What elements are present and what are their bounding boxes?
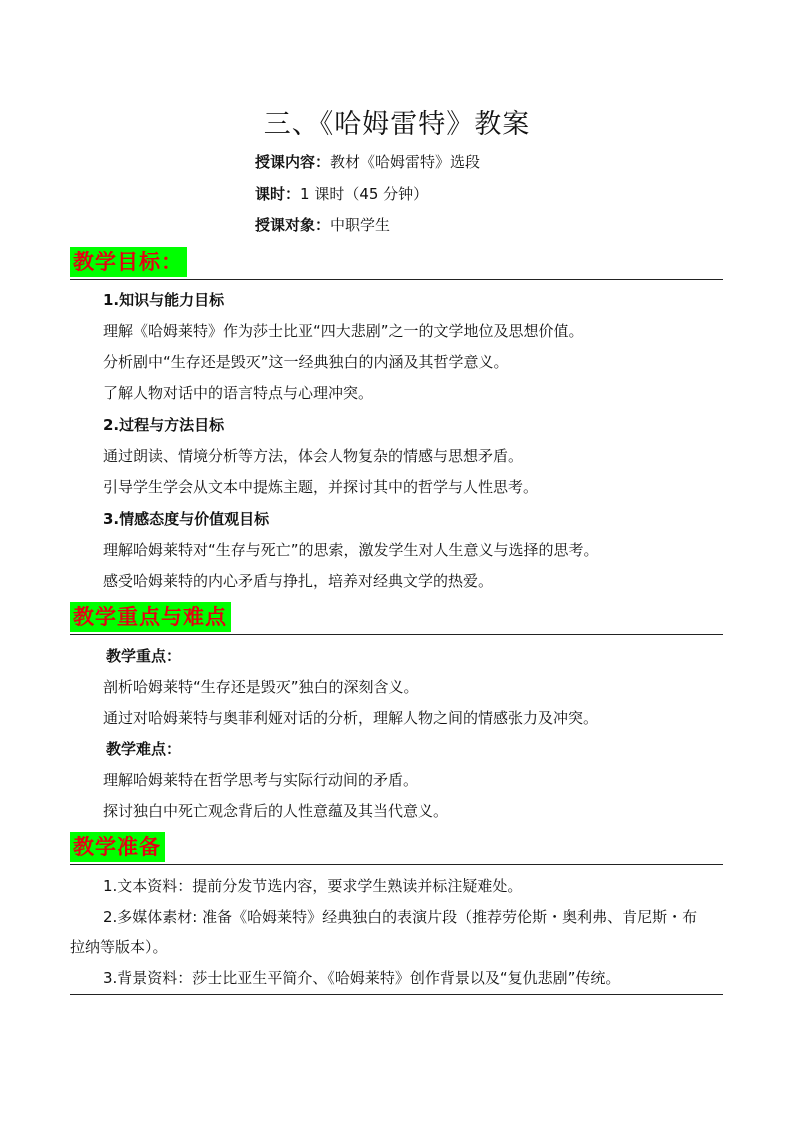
difficulty-item: 理解哈姆莱特在哲学思考与实际行动间的矛盾。 <box>103 771 419 789</box>
meta-target <box>255 215 390 235</box>
objectives-sub3-item: 理解哈姆莱特对“生存与死亡”的思索，激发学生对人生意义与选择的思考。 <box>103 541 599 559</box>
objectives-sub1-item: 分析剧中“生存还是毁灭”这一经典独白的内涵及其哲学意义。 <box>103 353 509 371</box>
prep-item-continuation: 拉纳等版本）。 <box>70 938 168 956</box>
meta-content <box>255 152 480 172</box>
focus-item: 剖析哈姆莱特“生存还是毁灭”独白的深刻含义。 <box>103 678 419 696</box>
objectives-sub3-item: 感受哈姆莱特的内心矛盾与挣扎，培养对经典文学的热爱。 <box>103 572 494 590</box>
meta-hours-label: 课时： <box>255 185 301 203</box>
section-prep-heading: 教学准备 <box>70 832 165 862</box>
focus-label: 教学重点： <box>106 647 182 665</box>
meta-content-value: 教材《哈姆雷特》选段 <box>330 153 481 171</box>
section-objectives-header <box>70 247 723 280</box>
prep-item: 1.文本资料：提前分发节选内容，要求学生熟读并标注疑难处。 <box>103 877 523 895</box>
objectives-sub1-item: 了解人物对话中的语言特点与心理冲突。 <box>103 384 374 402</box>
difficulty-label: 教学难点： <box>106 740 182 758</box>
objectives-sub1-item: 理解《哈姆莱特》作为莎士比亚“四大悲剧”之一的文学地位及思想价值。 <box>103 322 584 340</box>
meta-content-label: 授课内容： <box>255 153 331 171</box>
section-prep-header <box>70 832 723 865</box>
section-focus-heading: 教学重点与难点 <box>70 602 231 632</box>
difficulty-item: 探讨独白中死亡观念背后的人性意蕴及其当代意义。 <box>103 802 449 820</box>
prep-item: 3.背景资料：莎士比亚生平简介、《哈姆莱特》创作背景以及“复仇悲剧”传统。 <box>103 969 621 987</box>
focus-item: 通过对哈姆莱特与奥菲利娅对话的分析，理解人物之间的情感张力及冲突。 <box>103 709 599 727</box>
page-title: 三、《哈姆雷特》教案 <box>263 109 531 140</box>
objectives-sub1: 1.知识与能力目标 <box>103 291 225 309</box>
objectives-sub3: 3.情感态度与价值观目标 <box>103 510 270 528</box>
bottom-rule <box>70 994 723 995</box>
meta-target-value: 中职学生 <box>330 216 391 234</box>
meta-hours-value: 1 课时（45 分钟） <box>300 185 429 203</box>
objectives-sub2-item: 引导学生学会从文本中提炼主题，并探讨其中的哲学与人性思考。 <box>103 478 539 496</box>
objectives-sub2: 2.过程与方法目标 <box>103 416 225 434</box>
prep-item: 2.多媒体素材: 准备《哈姆莱特》经典独白的表演片段（推荐劳伦斯・奥利弗、肯尼斯・布 <box>103 908 698 926</box>
section-focus-header <box>70 602 723 635</box>
meta-hours <box>255 184 428 204</box>
section-objectives-heading: 教学目标： <box>70 247 187 277</box>
objectives-sub2-item: 通过朗读、情境分析等方法，体会人物复杂的情感与思想矛盾。 <box>103 447 524 465</box>
meta-target-label: 授课对象： <box>255 216 331 234</box>
